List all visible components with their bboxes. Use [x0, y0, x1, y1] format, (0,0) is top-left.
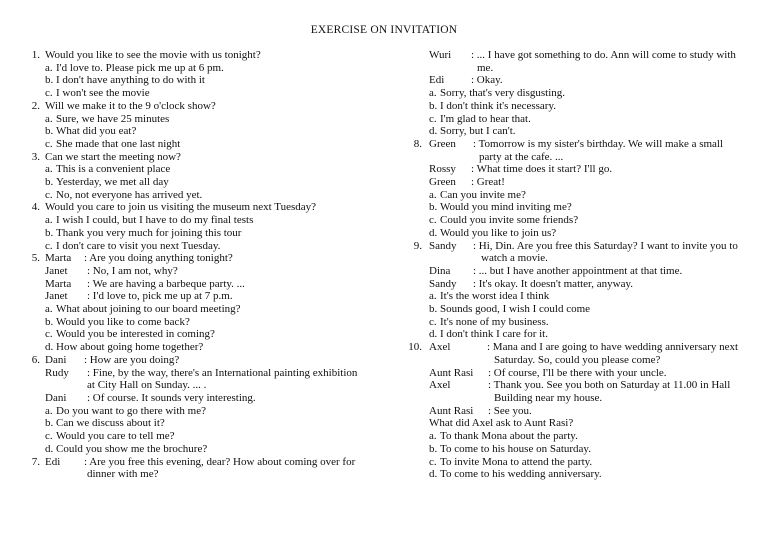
- question-1: [22, 49, 374, 62]
- option-letter: a.: [429, 290, 437, 303]
- option-4a[interactable]: [45, 214, 374, 227]
- dialog-line: [45, 392, 374, 405]
- question-text: Would you care to join us visiting the museum next Tuesday?: [45, 201, 317, 214]
- option-7d[interactable]: [429, 125, 760, 138]
- option-letter: c.: [45, 430, 53, 443]
- option-7a[interactable]: [429, 87, 760, 100]
- dialog-line-continued: [429, 151, 760, 164]
- speaker: Axel: [429, 379, 451, 392]
- option-7b[interactable]: [429, 100, 760, 113]
- option-text: I won't see the movie: [56, 87, 150, 100]
- speaker: Dani: [45, 353, 67, 366]
- dialog-line: [429, 379, 760, 392]
- dialog-line: [429, 265, 760, 278]
- dialog-text: : Hi, Din. Are you free this Saturday? I want to invite you to: [473, 239, 738, 252]
- option-1a[interactable]: [45, 62, 374, 75]
- option-letter: b.: [45, 125, 54, 138]
- option-8d[interactable]: [429, 227, 760, 240]
- option-text: Could you invite some friends?: [440, 214, 579, 227]
- question-number: 7.: [31, 455, 40, 468]
- dialog-text: : Thank you. See you both on Saturday at 11.00 in Hall: [488, 379, 731, 392]
- option-text: I don't think I care for it.: [440, 328, 548, 341]
- question-number: 8.: [413, 137, 422, 150]
- option-text: Sure, we have 25 minutes: [56, 112, 170, 125]
- option-letter: c.: [45, 188, 53, 201]
- option-10c[interactable]: [429, 456, 760, 469]
- option-letter: b.: [45, 176, 54, 189]
- question-number: 9.: [413, 239, 422, 252]
- dialog-line: [45, 278, 374, 291]
- dialog-line: [45, 367, 374, 380]
- option-4b[interactable]: [45, 227, 374, 240]
- option-text: Would you like to join us?: [440, 226, 557, 239]
- speaker: Green: [429, 137, 456, 150]
- option-5b[interactable]: [45, 316, 374, 329]
- option-text: Would you care to tell me?: [56, 430, 175, 443]
- option-letter: d.: [45, 442, 54, 455]
- option-2c[interactable]: [45, 138, 374, 151]
- dialog-text: party at the cafe. ...: [479, 150, 564, 163]
- speaker: Green: [429, 176, 456, 189]
- speaker: Dani: [45, 391, 67, 404]
- dialog-text: : I'd love to, pick me up at 7 p.m.: [87, 290, 233, 303]
- question-10: [404, 341, 760, 354]
- option-letter: b.: [45, 417, 54, 430]
- option-letter: b.: [429, 303, 438, 316]
- dialog-text: : It's okay. It doesn't matter, anyway.: [473, 277, 634, 290]
- dialog-text: at City Hall on Sunday. ... .: [87, 379, 207, 392]
- option-text: What about joining to our board meeting?: [56, 303, 241, 316]
- dialog-text: : Mana and I are going to have wedding anniversary next: [487, 341, 739, 354]
- question-number: 3.: [31, 150, 40, 163]
- option-letter: d.: [429, 226, 438, 239]
- option-6b[interactable]: [45, 417, 374, 430]
- option-10d[interactable]: [429, 468, 760, 481]
- option-9d[interactable]: [429, 328, 760, 341]
- option-1c[interactable]: [45, 87, 374, 100]
- option-letter: a.: [429, 188, 437, 201]
- option-text: I don't care to visit you next Tuesday.: [56, 239, 221, 252]
- option-letter: a.: [429, 430, 437, 443]
- dialog-text: : Of course. It sounds very interesting.: [87, 391, 256, 404]
- dialog-text: dinner with me?: [87, 468, 159, 481]
- option-text: She made that one last night: [56, 137, 181, 150]
- option-letter: b.: [45, 315, 54, 328]
- question-number: 2.: [31, 99, 40, 112]
- speaker: Axel: [429, 341, 451, 354]
- option-letter: a.: [45, 404, 53, 417]
- dialog-text: : What time does it start? I'll go.: [471, 163, 613, 176]
- option-3a[interactable]: [45, 163, 374, 176]
- option-letter: b.: [429, 99, 438, 112]
- speaker: Sandy: [429, 239, 457, 252]
- option-2b[interactable]: [45, 125, 374, 138]
- dialog-text: : Okay.: [471, 74, 503, 87]
- dialog-line: [45, 290, 374, 303]
- option-text: I don't think it's necessary.: [440, 99, 556, 112]
- dialog-text: : How are you doing?: [84, 353, 180, 366]
- speaker: Wuri: [429, 49, 452, 61]
- right-column: [404, 49, 760, 481]
- speaker: Rossy: [429, 163, 456, 176]
- dialog-line-continued: [45, 379, 374, 392]
- option-4c[interactable]: [45, 240, 374, 253]
- speaker: Aunt Rasi: [429, 404, 474, 417]
- dialog-line: [429, 163, 760, 176]
- dialog-text: : Are you doing anything tonight?: [84, 252, 233, 265]
- dialog-text: : Of course, I'll be there with your uncle.: [488, 366, 667, 379]
- question-text: Can we start the meeting now?: [45, 150, 181, 163]
- option-10a[interactable]: [429, 430, 760, 443]
- question-number: 1.: [31, 49, 40, 61]
- option-letter: a.: [45, 61, 53, 74]
- option-text: It's the worst idea I think: [440, 290, 550, 303]
- option-text: I'm glad to hear that.: [440, 112, 531, 125]
- option-text: Sorry, but I can't.: [440, 125, 516, 138]
- question-4: [22, 201, 374, 214]
- option-text: I wish I could, but I have to do my final tests: [56, 214, 254, 227]
- question-8: [404, 138, 760, 151]
- dialog-line: [429, 49, 760, 62]
- dialog-line-continued: [429, 392, 760, 405]
- option-text: Could you show me the brochure?: [56, 442, 208, 455]
- option-9a[interactable]: [429, 290, 760, 303]
- option-text: To come to his wedding anniversary.: [440, 468, 602, 481]
- speaker: Rudy: [45, 366, 69, 379]
- option-6c[interactable]: [45, 430, 374, 443]
- option-letter: a.: [45, 112, 53, 125]
- option-8c[interactable]: [429, 214, 760, 227]
- dialog-line: [429, 278, 760, 291]
- dialog-line-continued: [45, 468, 374, 481]
- option-letter: c.: [45, 87, 53, 100]
- option-text: Do you want to go there with me?: [56, 404, 206, 417]
- option-text: Would you mind inviting me?: [440, 201, 572, 214]
- option-letter: d.: [429, 125, 438, 138]
- question-number: 4.: [31, 201, 40, 214]
- option-8b[interactable]: [429, 201, 760, 214]
- page-title: EXERCISE ON INVITATION: [310, 24, 458, 36]
- dialog-text: watch a movie.: [481, 252, 548, 265]
- option-text: Thank you very much for joining this tour: [56, 226, 242, 239]
- option-letter: c.: [45, 328, 53, 341]
- question-number: 10.: [408, 341, 422, 354]
- question-10-prompt: What did Axel ask to Aunt Rasi?: [429, 417, 574, 430]
- option-text: I don't have anything to do with it: [56, 74, 205, 87]
- option-text: Sounds good, I wish I could come: [440, 303, 591, 316]
- option-letter: a.: [45, 163, 53, 176]
- option-letter: a.: [45, 214, 53, 227]
- question-5: [22, 252, 374, 265]
- dialog-text: : Fine, by the way, there's an International painting exhibition: [87, 366, 358, 379]
- question-7: [22, 456, 374, 469]
- option-letter: b.: [45, 226, 54, 239]
- dialog-line: [429, 405, 760, 418]
- dialog-text: : Great!: [471, 176, 505, 189]
- option-5a[interactable]: [45, 303, 374, 316]
- dialog-line: [429, 176, 760, 189]
- option-letter: d.: [429, 468, 438, 481]
- option-letter: c.: [45, 137, 53, 150]
- speaker: Janet: [45, 264, 68, 277]
- option-letter: d.: [429, 328, 438, 341]
- option-text: Would you be interested in coming?: [56, 328, 215, 341]
- option-letter: c.: [429, 214, 437, 227]
- option-letter: a.: [45, 303, 53, 316]
- question-2: [22, 100, 374, 113]
- option-letter: b.: [429, 442, 438, 455]
- dialog-text: : ... but I have another appointment at that time.: [473, 264, 683, 277]
- dialog-text: Saturday. So, could you please come?: [494, 353, 661, 366]
- speaker: Edi: [45, 455, 61, 468]
- option-9b[interactable]: [429, 303, 760, 316]
- option-7c[interactable]: [429, 113, 760, 126]
- option-letter: c.: [429, 455, 437, 468]
- speaker: Edi: [429, 74, 445, 87]
- option-5d[interactable]: [45, 341, 374, 354]
- option-letter: a.: [429, 87, 437, 100]
- dialog-line: [45, 265, 374, 278]
- option-letter: d.: [45, 341, 54, 354]
- dialog-text: : ... I have got something to do. Ann will come to study with: [471, 49, 736, 61]
- option-text: Can you invite me?: [440, 188, 526, 201]
- option-1b[interactable]: [45, 74, 374, 87]
- option-5c[interactable]: [45, 328, 374, 341]
- dialog-line-continued: [429, 354, 760, 367]
- speaker: Dina: [429, 264, 451, 277]
- option-letter: c.: [45, 239, 53, 252]
- option-text: To invite Mona to attend the party.: [440, 455, 593, 468]
- option-text: Yesterday, we met all day: [56, 176, 169, 189]
- question-3: [22, 151, 374, 164]
- option-letter: b.: [45, 74, 54, 87]
- option-text: To come to his house on Saturday.: [440, 442, 591, 455]
- dialog-text: : We are having a barbeque party. ...: [87, 277, 245, 290]
- dialog-text: : No, I am not, why?: [87, 264, 178, 277]
- question-text: Will we make it to the 9 o'clock show?: [45, 99, 216, 112]
- option-text: No, not everyone has arrived yet.: [56, 188, 203, 201]
- question-6: [22, 354, 374, 367]
- option-2a[interactable]: [45, 113, 374, 126]
- dialog-line-continued: [429, 252, 760, 265]
- dialog-line: [429, 367, 760, 380]
- dialog-text: Building near my house.: [494, 391, 603, 404]
- dialog-text: : See you.: [488, 404, 532, 417]
- question-text: Would you like to see the movie with us tonight?: [45, 49, 261, 61]
- option-text: Sorry, that's very disgusting.: [440, 87, 566, 100]
- speaker: Marta: [45, 252, 72, 265]
- question-9: [404, 240, 760, 253]
- dialog-text: : Tomorrow is my sister's birthday. We will make a small: [473, 137, 724, 150]
- dialog-line-continued: [429, 62, 760, 75]
- question-number: 6.: [31, 353, 40, 366]
- speaker: Marta: [45, 277, 72, 290]
- option-text: How about going home together?: [56, 341, 204, 354]
- dialog-line: [429, 74, 760, 87]
- dialog-text: me.: [477, 61, 494, 74]
- option-6d[interactable]: [45, 443, 374, 456]
- left-column: [22, 49, 374, 481]
- option-text: It's none of my business.: [440, 315, 549, 328]
- option-text: I'd love to. Please pick me up at 6 pm.: [56, 61, 224, 74]
- option-3b[interactable]: [45, 176, 374, 189]
- option-letter: c.: [429, 315, 437, 328]
- option-letter: c.: [429, 112, 437, 125]
- option-3c[interactable]: [45, 189, 374, 202]
- option-text: Would you like to come back?: [56, 315, 190, 328]
- option-text: This is a convenient place: [56, 163, 171, 176]
- option-8a[interactable]: [429, 189, 760, 202]
- option-text: Can we discuss about it?: [56, 417, 165, 430]
- option-text: What did you eat?: [56, 125, 137, 138]
- option-9c[interactable]: [429, 316, 760, 329]
- option-6a[interactable]: [45, 405, 374, 418]
- option-10b[interactable]: [429, 443, 760, 456]
- speaker: Aunt Rasi: [429, 366, 474, 379]
- speaker: Janet: [45, 290, 68, 303]
- dialog-text: : Are you free this evening, dear? How about coming over for: [84, 455, 356, 468]
- speaker: Sandy: [429, 277, 457, 290]
- question-number: 5.: [31, 252, 40, 265]
- option-letter: b.: [429, 201, 438, 214]
- option-text: To thank Mona about the party.: [440, 430, 578, 443]
